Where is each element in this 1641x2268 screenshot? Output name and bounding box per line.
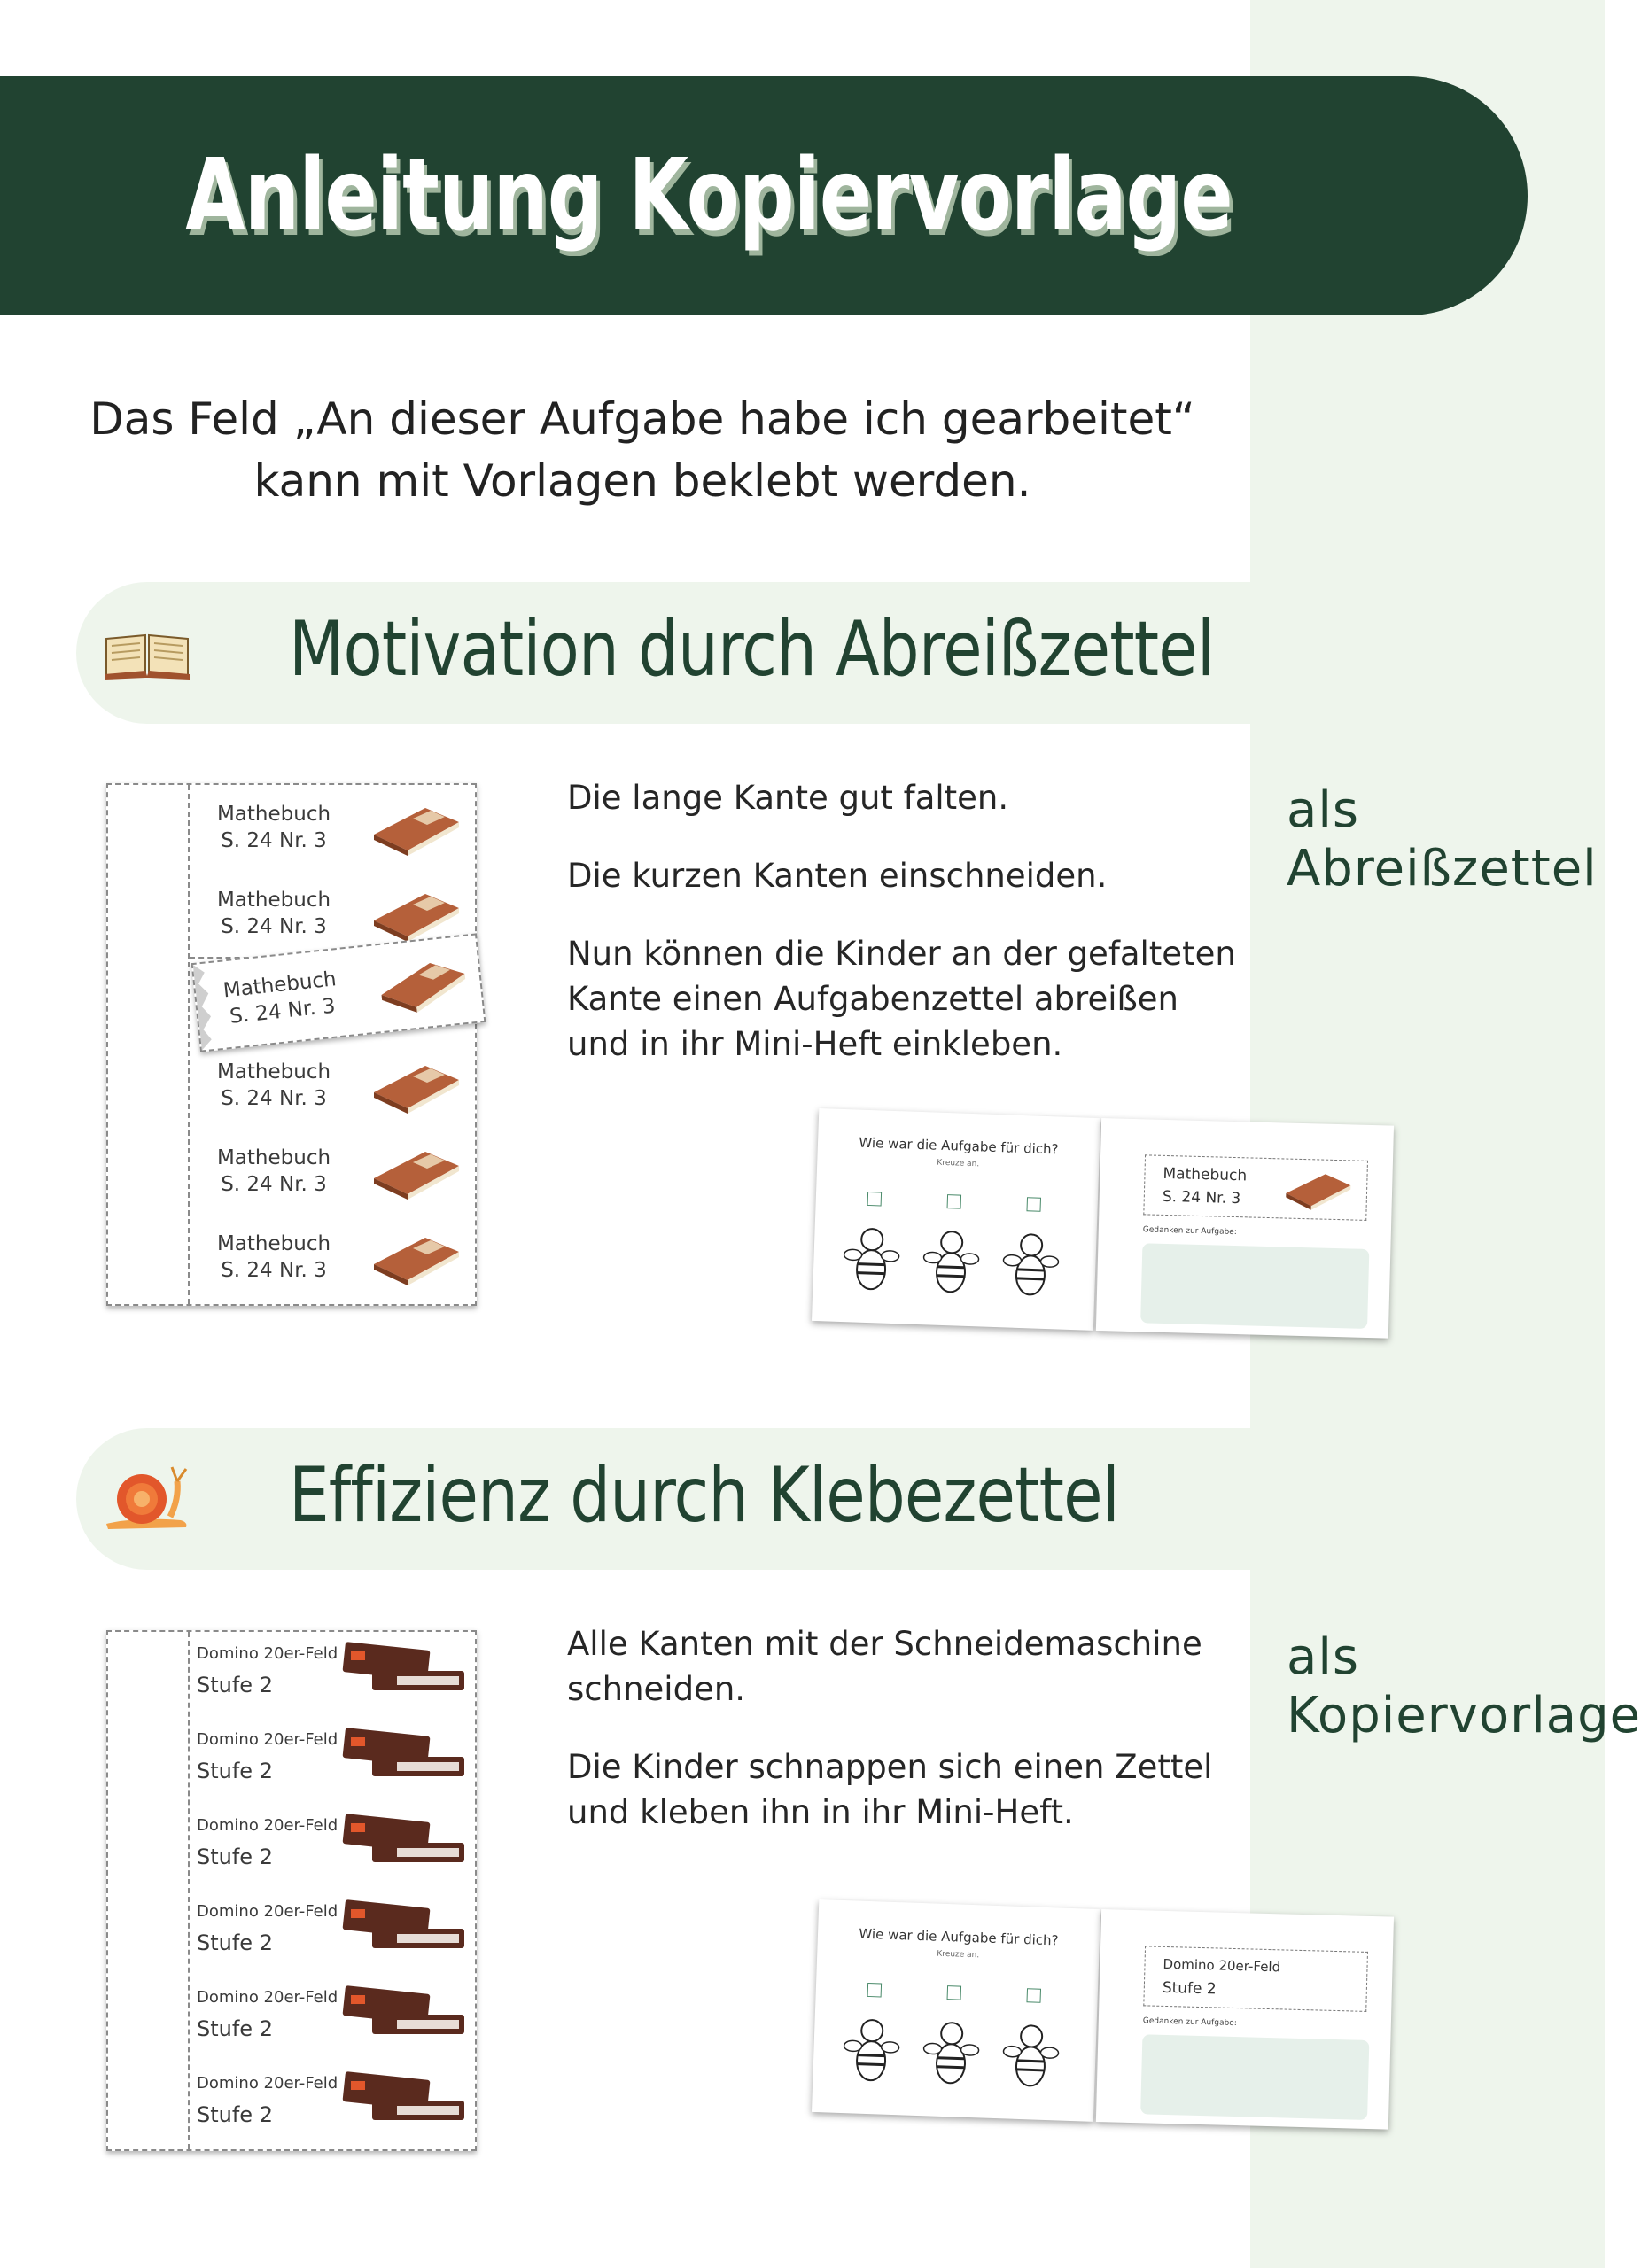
notes-label: Gedanken zur Aufgabe: [1142, 1225, 1237, 1238]
torn-off-slip: Mathebuch S. 24 Nr. 3 [191, 933, 486, 1052]
booklet-question-sub: Kreuze an. [937, 1158, 980, 1169]
tear-off-slip: Mathebuch S. 24 Nr. 3 [190, 1043, 473, 1130]
crescent-moon-icon [292, 2016, 319, 2043]
pasted-slip: Domino 20er-Feld Stufe 2 [1143, 1946, 1368, 2012]
book-icon [1277, 1166, 1357, 1212]
domino-cards-icon [342, 1641, 466, 1703]
sticker-sheet [106, 1630, 477, 2151]
instruction-paragraph: Die Kinder schnappen sich einen Zettel und kleben ihn in ihr Mini-Heft. [567, 1748, 1213, 1831]
intro-line-1: Das Feld „An dieser Aufgabe habe ich gearbeitet“ [89, 393, 1195, 445]
sticker-slip: Domino 20er-Feld Stufe 2 [190, 1976, 473, 2063]
bee-icon [999, 2012, 1063, 2102]
sticker-slip: Domino 20er-Feld Stufe 2 [190, 1718, 473, 1806]
sticker-slip: Domino 20er-Feld Stufe 2 [190, 1804, 473, 1891]
section-title: Effizienz durch Klebezettel [289, 1451, 1119, 1540]
side-label-kopiervorlage: als Kopiervorlage [1287, 1628, 1641, 1744]
domino-cards-icon [342, 1899, 466, 1961]
checkbox [1026, 1197, 1041, 1212]
sticker-slip: Domino 20er-Feld Stufe 2 [190, 1890, 473, 1977]
booklet-page-right [1096, 1118, 1394, 1339]
domino-cards-icon [342, 1813, 466, 1875]
bee-icon [919, 1218, 984, 1309]
sticker-slip: Domino 20er-Feld Stufe 2 [190, 2062, 473, 2148]
mini-booklet-example [815, 1118, 1400, 1340]
side-label-abreisszettel: als Abreißzettel [1287, 781, 1598, 897]
bee-icon [839, 1216, 904, 1306]
snail-icon [101, 1455, 193, 1543]
instruction-paragraph: Alle Kanten mit der Schneidemaschine schneiden. [567, 1625, 1202, 1708]
bee-icon [999, 1221, 1063, 1311]
section1-instructions [567, 775, 1240, 1067]
book-icon [367, 799, 464, 858]
domino-cards-icon [342, 1984, 466, 2047]
instruction-paragraph: Nun können die Kinder an der gefalteten Kante einen Aufgabenzettel abreißen und in ihr Mini-Heft einkleben. [567, 935, 1236, 1063]
booklet-page-left [812, 1899, 1100, 2122]
intro-line-2: kann mit Vorlagen beklebt werden. [253, 455, 1031, 507]
mini-booklet-example [815, 1909, 1400, 2131]
crescent-moon-icon [292, 2102, 319, 2129]
checkbox [867, 1983, 883, 1998]
book-icon [367, 1057, 464, 1115]
booklet-question-sub: Kreuze an. [937, 1949, 980, 1961]
tear-off-slip: Mathebuch S. 24 Nr. 3 [190, 1129, 473, 1216]
checkbox [947, 1194, 962, 1209]
pasted-slip: Mathebuch S. 24 Nr. 3 [1143, 1154, 1368, 1221]
tear-off-slip: Mathebuch S. 24 Nr. 3 [190, 1215, 473, 1301]
book-icon [367, 1229, 464, 1287]
notes-box [1140, 1243, 1369, 1329]
section-header-effizienz [76, 1428, 1250, 1570]
tear-off-slip: Mathebuch S. 24 Nr. 3 [190, 785, 473, 873]
crescent-moon-icon [292, 1759, 319, 1785]
checkbox [867, 1192, 883, 1207]
checkbox [947, 1985, 962, 2000]
domino-cards-icon [342, 2070, 466, 2132]
title-banner [0, 76, 1528, 315]
fold-spine [108, 785, 190, 1304]
intro-text [89, 388, 1196, 512]
crescent-moon-icon [292, 1845, 319, 1871]
margin-strip [108, 1632, 190, 2149]
book-icon [367, 885, 464, 944]
crescent-moon-icon [292, 1930, 319, 1957]
section-title: Motivation durch Abreißzettel [289, 605, 1215, 694]
instruction-paragraph: Die kurzen Kanten einschneiden. [567, 857, 1108, 895]
instruction-paragraph: Die lange Kante gut falten. [567, 779, 1009, 817]
section-header-motivation [76, 582, 1250, 724]
booklet-question: Wie war die Aufgabe für dich? [859, 1925, 1059, 1949]
open-book-icon [101, 609, 193, 697]
domino-cards-icon [342, 1727, 466, 1789]
notes-box [1140, 2034, 1369, 2120]
book-icon [370, 950, 473, 1018]
section2-instructions [567, 1621, 1240, 1835]
crescent-moon-icon [1232, 1979, 1252, 2000]
booklet-question: Wie war die Aufgabe für dich? [859, 1134, 1059, 1158]
sticker-slip: Domino 20er-Feld Stufe 2 [190, 1632, 473, 1720]
bee-icon [839, 2007, 904, 2097]
checkbox [1026, 1988, 1041, 2003]
page-title: Anleitung Kopiervorlage [185, 138, 1233, 253]
booklet-vertical-text [1104, 1936, 1117, 2095]
book-icon [367, 1143, 464, 1201]
booklet-vertical-text [1104, 1145, 1117, 1304]
notes-label: Gedanken zur Aufgabe: [1142, 2016, 1237, 2029]
tear-off-sheet [106, 783, 477, 1306]
crescent-moon-icon [292, 1673, 319, 1699]
tear-off-slip: Mathebuch S. 24 Nr. 3 [190, 871, 473, 959]
bee-icon [919, 2009, 984, 2100]
booklet-page-right [1096, 1909, 1394, 2130]
booklet-page-left [812, 1108, 1100, 1331]
